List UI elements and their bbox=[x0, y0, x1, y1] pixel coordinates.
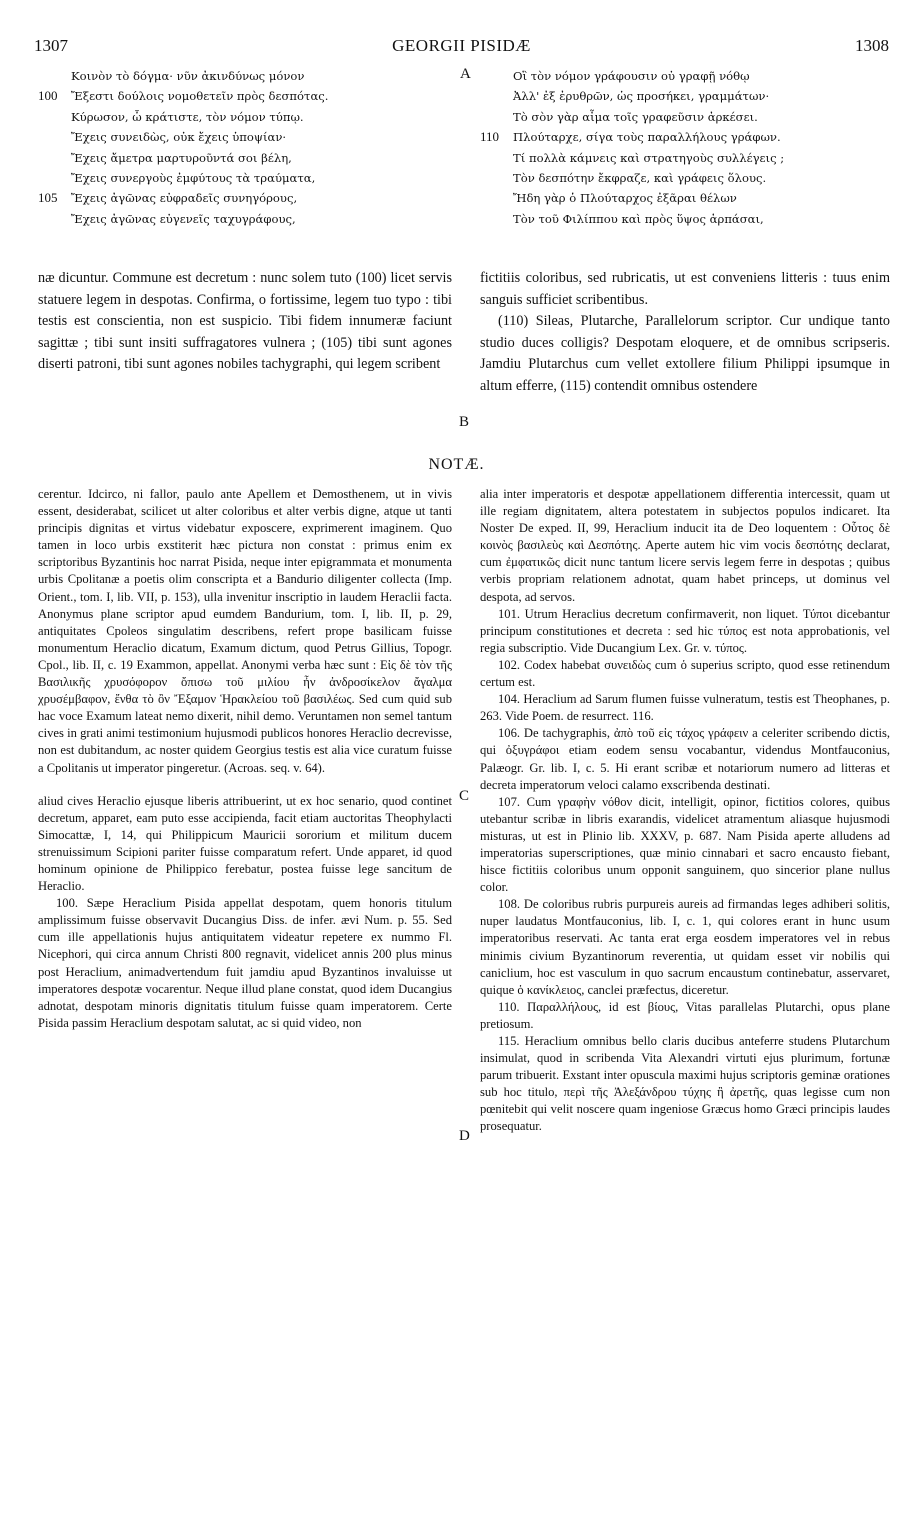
verse-line bbox=[480, 66, 890, 86]
note-paragraph: 102. Codex habebat συνειδὼς cum ὁ superius scripto, quod esse retinendum certum est. bbox=[480, 657, 890, 690]
paragraph: fictitiis coloribus, sed rubricatis, ut est conveniens litteris : tuus enim sanguis sufficiet scribentibus. bbox=[480, 270, 890, 308]
verse-text: Κοινὸν τὸ δόγμα· νῦν ἀκινδύνως μόνον bbox=[71, 69, 305, 83]
verse-line bbox=[480, 107, 890, 127]
verse-line bbox=[38, 107, 458, 127]
verse-text: Κύρωσον, ὦ κράτιστε, τὸν νόμον τύπῳ. bbox=[71, 109, 304, 124]
page-header bbox=[34, 36, 889, 58]
greek-verse-right bbox=[480, 66, 890, 229]
verse-text: Τὸν δεσπότην ἔκφραζε, καὶ γράφεις ὅλους. bbox=[513, 171, 767, 186]
note-paragraph: 108. De coloribus rubris purpureis aureis ad firmandas leges adhiberi solitis, nuper laudatus Montfauconius, lib. I, c. 1, qui colores erant in hunc usum imperatoribus reservati. Ac tanta erat erga eosdem imperatores vel in rebus minimis civium Byzantinorum reverentia, ut quidam esset vir nobilis qui caniclium, hoc est vasculum in quo sacrum encaustum continebatur, asservaret, quique ὁ κανίκλειος, canclei præfectus, diceretur. bbox=[480, 897, 890, 997]
verse-line bbox=[38, 86, 458, 106]
verse-line bbox=[480, 127, 890, 147]
verse-line bbox=[480, 188, 890, 208]
verse-text: Τί πολλὰ κάμνεις καὶ στρατηγοὺς συλλέγεις ; bbox=[513, 150, 785, 165]
note-paragraph: alia inter imperatoris et despotæ appellationem differentia intercessit, quam ut ille regiam dignitatem, altera potestatem in subjectos populos indicaret. Ita Noster De exped. II, 99, Heraclium inducit ita de Deo loquentem : Οὗτος δὲ κοινὸς βασιλεὺς καὶ Δεσπότης. Aperte autem hic vim vocis δεσπότης declarat, cum ἐμφατικῶς dicit nunc tantum licere servis legem ferre in despotas ; quibus verbis propriam relationem adnotat, quam habet princeps, ut dominus vel despota, ad servos. bbox=[480, 487, 890, 604]
margin-marker-a: A bbox=[460, 66, 471, 82]
verse-text: Πλούταρχε, σίγα τοὺς παραλλήλους γράφων. bbox=[513, 130, 781, 145]
margin-marker-c: C bbox=[459, 788, 470, 804]
verse-text: Ἀλλ' ἐξ ἐρυθρῶν, ὡς προσήκει, γραμμάτων· bbox=[513, 89, 770, 104]
notes-left-column bbox=[38, 486, 452, 1032]
verse-text: Τὸ σὸν γὰρ αἷμα τοῖς γραφεῦσιν ἀρκέσει. bbox=[513, 109, 758, 124]
verse-text: Ἔχεις συνεργοὺς ἐμφύτους τὰ τραύματα, bbox=[71, 171, 316, 186]
notes-right-column bbox=[480, 486, 890, 1136]
running-title: GEORGII PISIDÆ bbox=[392, 36, 531, 55]
line-number: 100 bbox=[38, 88, 58, 104]
margin-marker-b: B bbox=[459, 414, 470, 430]
verse-line bbox=[38, 127, 458, 147]
note-paragraph: 104. Heraclium ad Sarum flumen fuisse vulneratum, testis est Theophanes, p. 263. Vide Poem. de resurrect. 116. bbox=[480, 692, 890, 724]
note-paragraph: 106. De tachygraphis, ἀπὸ τοῦ εἰς τάχος γράφειν a celeriter scribendo dictis, qui ὀξυγράφοι etiam eodem sensu vocabantur, videndus Montfauconius, Palæogr. Gr. lib. I, c. 5. Hi erant scribæ et notariorum numero ad litteras et decreta imperatorum veloci calamo exscribenda destinati. bbox=[480, 726, 890, 792]
verse-text: Οἳ τὸν νόμον γράφουσιν οὐ γραφῇ νόθῳ bbox=[513, 69, 750, 83]
verse-line bbox=[480, 148, 890, 168]
verse-line bbox=[38, 209, 458, 229]
line-number: 105 bbox=[38, 190, 58, 206]
paragraph: (110) Sileas, Plutarche, Parallelorum scriptor. Cur undique tanto studio duces colligis? Despotam eloquere, et de omnibus scripseris. Jamdiu Plutarchus cum vellet extollere filium Philippi ipsumque in altum efferre, (115) contendit omnibus ostendere bbox=[480, 313, 890, 394]
page-number-right: 1308 bbox=[855, 36, 889, 55]
note-paragraph: 115. Heraclium omnibus bello claris ducibus anteferre studens Plutarchum insimulat, quod in scribenda Vita Alexandri virtuti ejus plurimum, fortunæ parum tribuerit. Exstant inter opuscula maximi hujus scriptoris geminæ orationes sub hoc titulo, περὶ τῆς Ἀλεξάνδρου τύχης ἢ ἀρετῆς, quas legisse cum non pœnitebit qui velit noscere quam ingeniose Græcus homo Græci principis laudes prosequatur. bbox=[480, 1034, 890, 1134]
paragraph: næ dicuntur. Commune est decretum : nunc solem tuto (100) licet servis statuere legem in despotas. Confirma, o fortissime, legem tuo typo : tibi testis est conscientia, non est suspicio. Tibi fidem innumeræ faciunt sagittæ ; tibi sunt insiti suffragatores vulnera ; (105) tibi sunt agones diserti patroni, tibi sunt agones nobiles tachygraphi, qui legem scribent bbox=[38, 270, 452, 372]
verse-text: Ἔχεις ἄμετρα μαρτυροῦντά σοι βέλη, bbox=[71, 150, 292, 165]
verse-line bbox=[38, 66, 458, 86]
verse-line bbox=[38, 168, 458, 188]
note-paragraph: 110. Παραλλήλους, id est βίους, Vitas parallelas Plutarchi, opus plane pretiosum. bbox=[480, 999, 890, 1031]
verse-line bbox=[480, 86, 890, 106]
latin-translation-right bbox=[480, 268, 890, 397]
verse-text: Ἔχεις συνειδὼς, οὐκ ἔχεις ὑποψίαν· bbox=[71, 130, 287, 145]
page-number-left: 1307 bbox=[34, 36, 68, 55]
note-paragraph: 100. Sæpe Heraclium Pisida appellat despotam, quem honoris titulum amplissimum fuisse observavit Ducangius Diss. de infer. ævi Num. p. 55. Sed cum ille appellationis hujus antiquitatem videatur repetere ex nummo Fl. Nicephori, qui circa annum Christi 800 regnavit, videlicet annis 200 plus minus post Heraclium, animadvertendum fuit jamdiu apud Byzantinos invaluisse ut imperatores despotæ vocarentur. Neque illud plane constat, quod idem Ducangius adnotat, despotam minoris dignitatis titulum fuisse quam imperatorem. Certe Pisida passim Heraclium despotam salutat, ac si quid video, non bbox=[38, 896, 452, 1030]
verse-line bbox=[480, 209, 890, 229]
note-paragraph: cerentur. Idcirco, ni fallor, paulo ante Apellem et Demosthenem, ut in vivis essent, desiderabat, scilicet ut alter coloribus et alter verbis digne, atque ut tanti principis dignitas et virtus videbatur exposcere, exprimerent imaginem. Quo tamen in loco urbis exstiterit hæc pictura non constat : primus enim ex scriptoribus Byzantinis hoc narrat Pisida, neque inter epigrammata et monumenta urbis Cpolitanæ a poetis olim conscripta et a Bandurio diligenter collecta (Imp. Orient., tom. I, lib. VII, p. 153), ulla invenitur inscriptio in laudem Heraclii facta. Anonymus plane scriptor apud eumdem Bandurium, tom. I, lib. II, p. 29, antiquitates Cpoleos singulatim describens, refert prope basilicam fuisse monumentum Heraclio dicatum, Examum dictum, quod Petrus Gillius, Topogr. Cpol., lib. II, c. 19 Exammon, appellat. Anonymi verba hæc sunt : Εἰς δὲ τὸν τῆς Βασιλικῆς χρυσόφορον ὄπισω τοῦ μιλίου ἦν ἀνδροσίκελον ἄγαλμα χρυσέμβαφον, ἔνθα τὸ ὂν Ἔξαμον Ἡρακλείου τοῦ βασιλέως. Sed cum quid sub hac voce Examum lateat nemo dixerit, nihil demo. Veruntamen non semel tantum cives in grati animi testimonium hujusmodi publicos honores Heraclio decrevisse, non est dubitandum, ac noster quidem Georgius testis est alia vice curatum fuisse a Cpolitanis ut imperator pingeretur. (Acroas. seq. v. 64). bbox=[38, 487, 452, 775]
verse-text: Ἤδη γὰρ ὁ Πλούταρχος ἐξᾶραι θέλων bbox=[513, 191, 737, 206]
latin-translation-left bbox=[38, 268, 452, 376]
note-paragraph: 101. Utrum Heraclius decretum confirmaverit, non liquet. Τύποι dicebantur principum constitutiones et decreta : sed hic τύπος est nota approbationis, vel regia subscriptio. Vide Ducangium Lex. Gr. v. τύπος. bbox=[480, 606, 890, 655]
verse-line bbox=[38, 148, 458, 168]
verse-text: Ἔξεστι δούλοις νομοθετεῖν πρὸς δεσπότας. bbox=[71, 89, 329, 104]
note-paragraph: 107. Cum γραφὴν νόθον dicit, intelligit, opinor, fictitios colores, quibus utebantur scribæ in libris exarandis, videlicet atramentum aliasque hujusmodi misturas, ut est in Plinio lib. XXXV, p. 687. Nam Pisida aperte alludens ad imperatorias superscriptiones, quæ minio cinnabari et sacro encausto fiebant, hisce fictitiis coloribus unum opponit sanguinem, quo sincerior plane nullus color. bbox=[480, 794, 890, 895]
verse-line bbox=[38, 188, 458, 208]
notes-heading: NOTÆ. bbox=[428, 456, 485, 473]
line-number: 110 bbox=[480, 129, 500, 145]
verse-text: Ἔχεις ἀγῶνας εὐφραδεῖς συνηγόρους, bbox=[71, 191, 298, 206]
verse-text: Τὸν τοῦ Φιλίππου καὶ πρὸς ὕψος ἁρπάσαι, bbox=[513, 211, 764, 226]
margin-marker-d: D bbox=[459, 1128, 470, 1144]
verse-line bbox=[480, 168, 890, 188]
note-paragraph: aliud cives Heraclio ejusque liberis attribuerint, ut ex hoc senario, quod continet decretum, apparet, eam puto esse accipienda, facit etiam auctoritas Theophylacti Simocattæ, I, 14, qui Philippicum Mauricii sororium et militum ducem strenuissimum Scipioni pariter fuisse comparatum refert. Unde apparet, id quod hominum opinione de Philippico ferebatur, postea fuisse lege sancitum de Heraclio. bbox=[38, 793, 452, 894]
verse-text: Ἔχεις ἀγῶνας εὐγενεῖς ταχυγράφους, bbox=[71, 211, 296, 226]
greek-verse-left bbox=[38, 66, 458, 229]
